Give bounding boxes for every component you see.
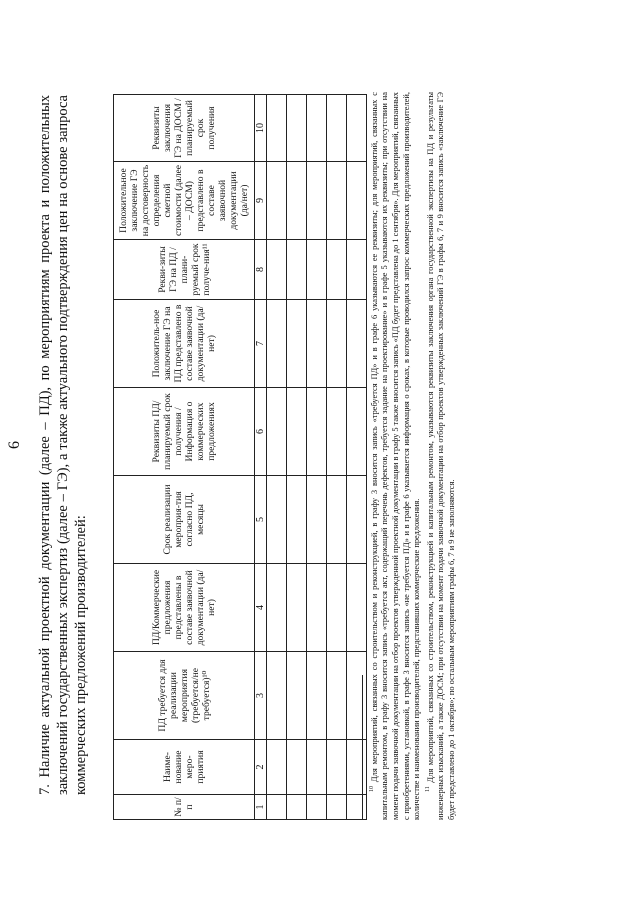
table-cell (347, 652, 367, 740)
column-number: 7 (255, 300, 267, 388)
footnote-10 (367, 92, 423, 820)
table-cell (327, 564, 347, 652)
column-number: 2 (255, 740, 267, 795)
header-cell: Положительное заключение ГЭ на достоверность определения сметной стоимости (далее – ДОСМ) представлено в составе заявочной документации (да/нет) (114, 162, 255, 240)
page-number: 6 (6, 441, 23, 449)
table-cell (287, 95, 307, 162)
table-cell (347, 564, 367, 652)
table-cell (307, 740, 327, 795)
table-cell (347, 476, 367, 564)
header-cell: Положитель-ное заключение ГЭ на ПД представлено в составе заявочной документации (да/нет) (114, 300, 255, 388)
header-cell: ПД/Коммерческие предложения представлены в составе заявочной документации (да/нет) (114, 564, 255, 652)
footnote-11 (423, 92, 458, 820)
table-cell (307, 476, 327, 564)
table-cell (327, 162, 347, 240)
table-cell (267, 476, 287, 564)
column-number: 8 (255, 240, 267, 300)
column-number: 3 (255, 652, 267, 740)
table-cell (307, 388, 327, 476)
column-number: 6 (255, 388, 267, 476)
table-cell (327, 300, 347, 388)
column-number: 10 (255, 95, 267, 162)
table-cell (347, 95, 367, 162)
column-number: 1 (255, 795, 267, 820)
table-row (307, 95, 327, 820)
header-cell: Реквизиты ПД/планируемый срок получения / Информация о коммерческих предложениях (114, 388, 255, 476)
table-cell (267, 95, 287, 162)
table-cell (267, 388, 287, 476)
table-cell (287, 652, 307, 740)
table-cell (307, 300, 327, 388)
table-cell (327, 388, 347, 476)
header-cell: Наиме-нование меро-приятия (114, 740, 255, 795)
table-cell (287, 564, 307, 652)
column-number: 4 (255, 564, 267, 652)
table-row (347, 95, 367, 820)
table-cell (347, 795, 367, 820)
header-cell: ПД требуется для реализации мероприятия (требуется/не требуется)¹⁰ (114, 652, 255, 740)
table-cell (267, 564, 287, 652)
footnote-text: Для мероприятий, связанных со строительством, реконструкцией и капитальным ремонтом, указываются реквизиты заключения органа государственной экспертизы на ПД и результаты инженерных изысканий, а также ДОСМ; при отсутствии на момент подачи заявочной документации на отбор проектов утвержденных заключений ГЭ в графы 6, 7 и 9 вносится запись «заключение ГЭ будет представлено до 1 октября»; по остальным мероприятиям графы 6, 7 и 9 не заполняются. (425, 91, 456, 820)
table-cell (327, 95, 347, 162)
table-cell (347, 300, 367, 388)
table-cell (347, 162, 367, 240)
footnote-text: Для мероприятий, связанных со строительством и реконструкцией, в графу 3 вносится запись «требуется ПД» и в графе 6 указываются ее реквизиты; для мероприятий, связанных с капитальным ремонтом, в графу 3 вносится запись «требуется акт, содержащий перечень дефектов, требуется задание на проектирование» и в графе 5 указываются их реквизиты; при отсутствии на момент подачи заявочной документации на отбор проектов утвержденной проектной документации в графу 5 также вносится запись «ПД будет представлена до 1 сентября». Для мероприятий, связанных с приобретениями, установкой, в графе 3 вносится запись «не требуется ПД» и в графе 6 указывается информация о сроках, в которые проводился запрос коммерческих предложений производителей, количестве и наименовании производителей, представивших коммерческие предложения. (369, 92, 422, 820)
table-row (327, 95, 347, 820)
table-cell (267, 162, 287, 240)
table-cell (327, 652, 347, 740)
table-body (267, 95, 367, 820)
table-header-row (114, 95, 255, 820)
table-cell (287, 162, 307, 240)
header-cell: Рекви-зиты ГЭ на ПД / плани-руемый срок получе-ния¹¹ (114, 240, 255, 300)
table-cell (307, 564, 327, 652)
footnote-mark: 11 (424, 786, 431, 792)
table-cell (287, 300, 307, 388)
table-cell (307, 95, 327, 162)
table-cell (307, 652, 327, 740)
footnote-mark: 10 (369, 786, 375, 792)
table-cell (307, 795, 327, 820)
table-cell (287, 388, 307, 476)
table-cell (287, 240, 307, 300)
table-row (287, 95, 307, 820)
table-cell (287, 740, 307, 795)
table-cell (327, 795, 347, 820)
column-number: 5 (255, 476, 267, 564)
table-cell (327, 476, 347, 564)
table-cell (307, 162, 327, 240)
table-cell (327, 240, 347, 300)
footnotes (367, 92, 457, 820)
table-cell (347, 388, 367, 476)
table-cell (347, 240, 367, 300)
table-cell (287, 476, 307, 564)
column-number: 9 (255, 162, 267, 240)
table-row (267, 95, 287, 820)
table-cell (267, 652, 287, 740)
table-cell (307, 240, 327, 300)
footnote-separator (362, 675, 363, 820)
section-heading: 7. Наличие актуальной проектной документации (далее – ПД), по мероприятиям проекта и положительных заключений государственных экспертиз (далее – ГЭ), а также актуального подтверждения цен на основе запроса коммерческих предложений производителей: (37, 95, 89, 795)
header-cell: № п/п (114, 795, 255, 820)
header-cell: Реквизиты заключения ГЭ на ДОСМ / планируемый срок получения (114, 95, 255, 162)
table-cell (267, 795, 287, 820)
table-cell (287, 795, 307, 820)
requirements-table (113, 94, 367, 820)
table-cell (327, 740, 347, 795)
table-cell (347, 740, 367, 795)
column-number-row (255, 95, 267, 820)
header-cell: Срок реализации мероприя-тия согласно ПД, месяцы (114, 476, 255, 564)
table-cell (267, 740, 287, 795)
table-cell (267, 300, 287, 388)
table-cell (267, 240, 287, 300)
